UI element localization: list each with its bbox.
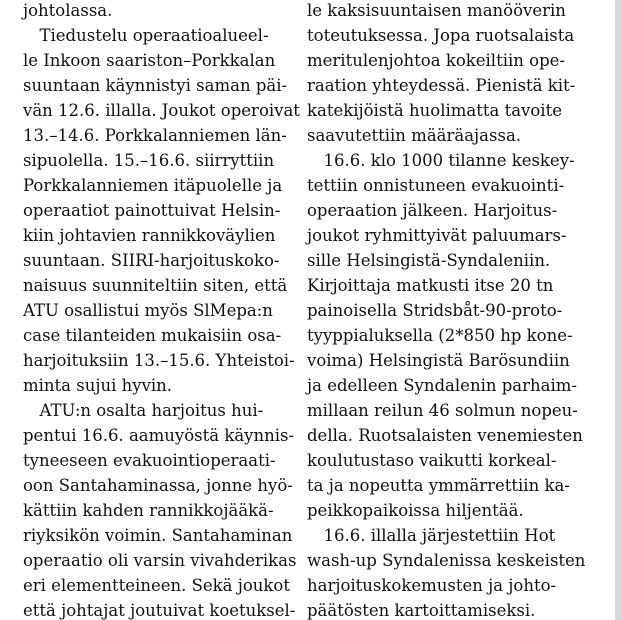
text-line: 16.6. illalla järjestettiin Hot <box>307 526 556 545</box>
text-line: sille Helsingistä-Syndaleniin. <box>307 251 551 270</box>
text-line: suuntaan käynnistyi saman päi- <box>23 76 288 95</box>
text-line: tyneeseen evakuointioperaati- <box>23 451 276 470</box>
text-line: tyyppialuksella (2*850 hp kone- <box>307 326 573 345</box>
text-line: Kirjoittaja matkusti itse 20 tn <box>307 276 554 295</box>
text-line: että johtajat joutuivat koetuksel- <box>23 601 296 620</box>
text-line: eri elementteineen. Sekä joukot <box>23 576 290 595</box>
text-line: päätösten kartoittamiseksi. <box>307 601 536 620</box>
text-line: le Inkoon saariston–Porkkalan <box>23 51 276 70</box>
text-line: meritulenjohtoa kokeiltiin ope- <box>307 51 565 70</box>
text-line: vän 12.6. illalla. Joukot operoivat <box>23 101 300 120</box>
page-edge-divider <box>615 0 622 620</box>
text-line: tettiin onnistuneen evakuointi- <box>307 176 565 195</box>
text-line: sipuolella. 15.–16.6. siirryttiin <box>23 151 275 170</box>
text-line: operaation jälkeen. Harjoitus- <box>307 201 558 220</box>
text-line: raation yhteydessä. Pienistä kit- <box>307 76 576 95</box>
text-line: ta ja nopeutta ymmärrettiin ka- <box>307 476 570 495</box>
left-column <box>23 0 305 620</box>
text-line: harjoituskokemusten ja johto- <box>307 576 557 595</box>
text-line: Porkkalanniemen itäpuolelle ja <box>23 176 283 195</box>
text-line: saavutettiin määräajassa. <box>307 126 522 145</box>
text-line: oon Santahaminassa, jonne hyö- <box>23 476 293 495</box>
text-line: della. Ruotsalaisten venemiesten <box>307 426 583 445</box>
text-line: millaan reilun 46 solmun nopeu- <box>307 401 578 420</box>
right-column <box>307 0 589 620</box>
text-line: toteutuksessa. Jopa ruotsalaista <box>307 26 575 45</box>
text-line: Tiedustelu operaatioalueel- <box>23 26 269 45</box>
text-line: voima) Helsingistä Barösundiin <box>307 351 570 370</box>
text-line: operaatiot painottuivat Helsin- <box>23 201 281 220</box>
text-line: minta sujui hyvin. <box>23 376 173 395</box>
text-line: naisuus suunniteltiin siten, että <box>23 276 288 295</box>
text-line: kiin johtavien rannikkoväylien <box>23 226 276 245</box>
text-line: katekijöistä huolimatta tavoite <box>307 101 562 120</box>
text-line: painoisella Stridsbåt-90-proto- <box>307 301 563 320</box>
text-line: 13.–14.6. Porkkalanniemen län- <box>23 126 287 145</box>
text-line: operaatio oli varsin vivahderikas <box>23 551 297 570</box>
text-line: wash-up Syndalenissa keskeisten <box>307 551 586 570</box>
text-line: harjoituksiin 13.–15.6. Yhteistoi- <box>23 351 295 370</box>
text-line: joukot ryhmittyivät paluumars- <box>307 226 567 245</box>
text-line: ATU osallistui myös SlMepa:n <box>23 301 273 320</box>
text-line: 16.6. klo 1000 tilanne keskey- <box>307 151 575 170</box>
text-line: peikkopaikoissa hiljentää. <box>307 501 524 520</box>
text-line: suuntaan. SIIRI-harjoituskoko- <box>23 251 280 270</box>
text-line: riyksikön voimin. Santahaminan <box>23 526 293 545</box>
text-line: pentui 16.6. aamuyöstä käynnis- <box>23 426 295 445</box>
text-line: ja edelleen Syndalenin parhaim- <box>307 376 577 395</box>
text-line: le kaksisuuntaisen manööverin <box>307 1 566 20</box>
text-line: koulutustaso vaikutti korkeal- <box>307 451 557 470</box>
text-line: case tilanteiden mukaisiin osa- <box>23 326 282 345</box>
text-line: kättiin kahden rannikkojääkä- <box>23 501 274 520</box>
text-line: ATU:n osalta harjoitus hui- <box>23 401 264 420</box>
text-line: johtolassa. <box>23 1 113 20</box>
